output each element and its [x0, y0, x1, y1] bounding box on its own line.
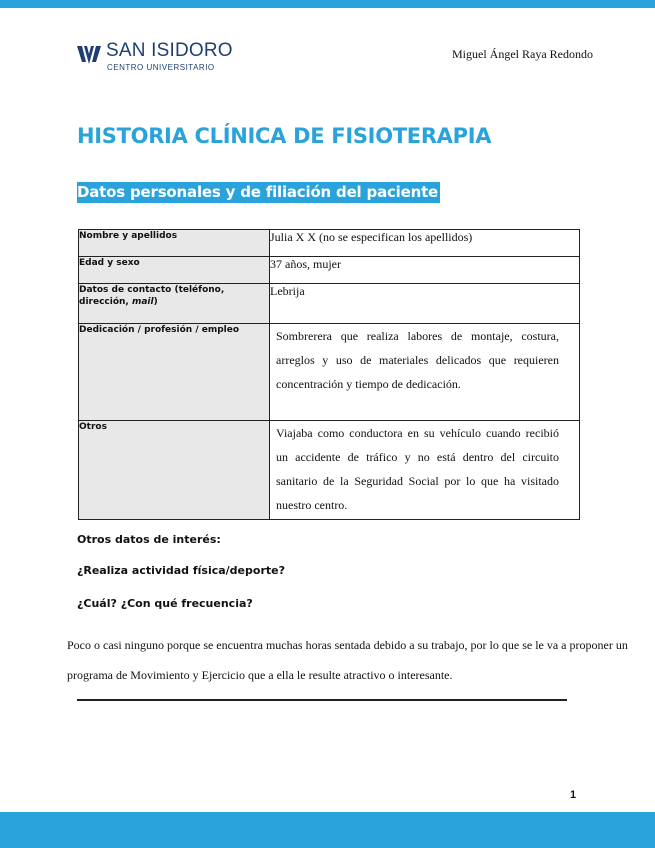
- contact-label-suffix: ): [153, 297, 158, 307]
- question-physical-activity: ¿Realiza actividad física/deporte?: [77, 564, 285, 577]
- row-value-name: Julia X X (no se especifican los apellidos): [270, 230, 580, 257]
- document-title: HISTORIA CLÍNICA DE FISIOTERAPIA: [77, 124, 492, 148]
- table-row: [79, 257, 580, 284]
- patient-data-table: [78, 229, 580, 520]
- question-frequency: ¿Cuál? ¿Con qué frecuencia?: [77, 597, 253, 610]
- row-value-age-sex: 37 años, mujer: [270, 257, 580, 284]
- bottom-accent-bar: [0, 812, 655, 848]
- table-row: [79, 230, 580, 257]
- row-value-contact: Lebrija: [270, 284, 580, 324]
- other-data-heading: Otros datos de interés:: [77, 533, 221, 546]
- author-name: Miguel Ángel Raya Redondo: [452, 47, 593, 61]
- row-value-occupation: Sombrerera que realiza labores de montaje, costura, arreglos y uso de materiales delicados que requieren concentración y tiempo de dedicación.: [270, 324, 580, 421]
- logo-sub-text: CENTRO UNIVERSITARIO: [107, 63, 215, 72]
- san-isidoro-logo: [76, 40, 236, 76]
- row-value-other: Viajaba como conductora en su vehículo cuando recibió un accidente de tráfico y no está dentro del circuito sanitario de la Seguridad Social por lo que ha visitado nuestro centro.: [270, 421, 580, 520]
- row-label-contact: [79, 284, 270, 324]
- table-row: [79, 324, 580, 421]
- row-label-other: Otros: [79, 421, 270, 520]
- logo-main-text: SAN ISIDORO: [106, 40, 233, 61]
- logo-emblem-icon: [76, 42, 102, 68]
- row-label-name: Nombre y apellidos: [79, 230, 270, 257]
- table-row: [79, 421, 580, 520]
- contact-label-prefix: Datos de contacto (teléfono, dirección,: [79, 285, 225, 307]
- page-number: 1: [570, 789, 577, 801]
- table-row: [79, 284, 580, 324]
- separator-line: [77, 699, 567, 701]
- answer-paragraph: Poco o casi ninguno porque se encuentra muchas horas sentada debido a su trabajo, por lo que se le va a proponer un programa de Movimiento y Ejercicio que a ella le resulte atractivo o interesante.: [67, 638, 628, 682]
- contact-label-italic: mail: [131, 297, 154, 307]
- row-label-age-sex: Edad y sexo: [79, 257, 270, 284]
- row-label-occupation: Dedicación / profesión / empleo: [79, 324, 270, 421]
- top-accent-bar: [0, 0, 655, 8]
- section-heading: Datos personales y de filiación del paciente: [77, 183, 439, 201]
